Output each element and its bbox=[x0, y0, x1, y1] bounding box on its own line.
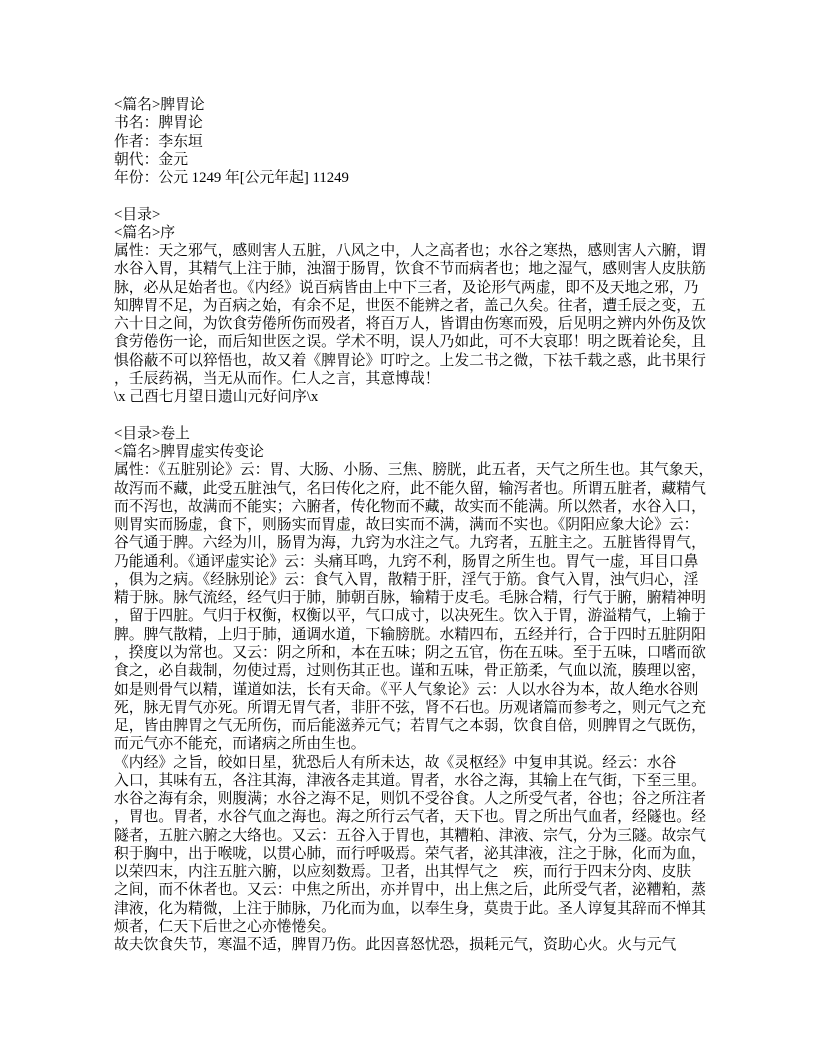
text-line: <目录> bbox=[114, 206, 161, 223]
document-lines bbox=[114, 96, 714, 954]
text-line: 惧俗蔽不可以猝悟也，故又着《脾胃论》叮咛之。上发二书之微，下祛千载之惑，此书果行 bbox=[114, 352, 706, 369]
text-line: 《内经》之旨，皎如日星，犹恐后人有所未达，故《灵枢经》中复申其说。经云：水谷 bbox=[114, 754, 677, 771]
text-line: 朝代：金元 bbox=[114, 151, 188, 168]
text-line: 属性：天之邪气，感则害人五脏，八风之中，人之高者也；水谷之寒热，感则害人六腑，谓 bbox=[114, 243, 706, 260]
text-line: 脾。脾气散精，上归于肺，通调水道，下输膀胱。水精四布，五经并行，合于四时五脏阴阳 bbox=[114, 626, 706, 643]
text-line: <目录>卷上 bbox=[114, 425, 190, 442]
text-line: 足，皆由脾胃之气无所伤，而后能滋养元气；若胃气之本弱，饮食自倍，则脾胃之气既伤， bbox=[114, 718, 706, 735]
text-line: 死，脉无胃气亦死。所谓无胃气者，非肝不弦，肾不石也。历观诸篇而参考之，则元气之充 bbox=[114, 699, 706, 716]
text-line: 则胃实而肠虚，食下，则肠实而胃虚，故曰实而不满，满而不实也。《阴阳应象大论》云： bbox=[114, 517, 699, 534]
blank-line bbox=[114, 187, 714, 205]
text-line: 隧者，五脏六腑之大络也。又云：五谷入于胃也，其糟粕、津液、宗气，分为三隧。故宗气 bbox=[114, 827, 706, 844]
text-line: 烦者，仁天下后世之心亦惓惓矣。 bbox=[114, 918, 336, 935]
text-line: 水谷之海有余，则腹满；水谷之海不足，则饥不受谷食。人之所受气者，谷也；谷之所注者 bbox=[114, 791, 706, 808]
text-line: 乃能通利。《通评虚实论》云：头痛耳鸣，九窍不利，肠胃之所生也。胃气一虚，耳目口鼻 bbox=[114, 553, 699, 570]
text-line: 如是则骨气以精，谨道如法，长有天命。《平人气象论》云：人以水谷为本，故人绝水谷则 bbox=[114, 681, 699, 698]
text-line: 精于脉。脉气流经，经气归于肺，肺朝百脉，输精于皮毛。毛脉合精，行气于腑，腑精神明 bbox=[114, 590, 706, 607]
text-line: 食之，必自裁制，勿使过焉，过则伤其正也。谨和五味，骨正筋柔，气血以流，腠理以密， bbox=[114, 663, 706, 680]
text-line: 作者：李东垣 bbox=[114, 133, 203, 150]
text-line: 津液，化为精微，上注于肺脉，乃化而为血，以奉生身，莫贵于此。圣人谆复其辞而不惮其 bbox=[114, 900, 706, 917]
text-line: ，壬辰药祸，当无从而作。仁人之言，其意博哉！ bbox=[114, 370, 440, 387]
text-line: 故泻而不藏，此受五脏浊气，名曰传化之府，此不能久留，输泻者也。所谓五脏者，藏精气 bbox=[114, 480, 706, 497]
text-line: \x 己酉七月望日遗山元好问序\x bbox=[114, 389, 319, 406]
text-line: ，俱为之病。《经脉别论》云：食气入胃，散精于肝，淫气于筋。食气入胃，浊气归心，淫 bbox=[114, 571, 699, 588]
text-line: 之间，而不休者也。又云：中焦之所出，亦并胃中，出上焦之后，此所受气者，泌糟粕，蒸 bbox=[114, 882, 706, 899]
text-line: 脉，必从足始者也。《内经》说百病皆由上中下三者，及论形气两虚，即不及天地之邪，乃 bbox=[114, 279, 699, 296]
text-line: 入口，其味有五，各注其海，津液各走其道。胃者，水谷之海，其输上在气街，下至三里。 bbox=[114, 772, 706, 789]
text-line: 而不泻也，故满而不能实；六腑者，传化物而不藏，故实而不能满。所以然者，水谷入口， bbox=[114, 498, 706, 515]
text-line: 以荣四末，内注五脏六腑，以应刻数焉。卫者，出其悍气之 疾，而行于四末分肉、皮肤 bbox=[114, 864, 692, 881]
text-line: 属性：《五脏别论》云：胃、大肠、小肠、三焦、膀胱，此五者，天气之所生也。其气象天， bbox=[114, 462, 714, 479]
text-line: ，胃也。胃者，水谷气血之海也。海之所行云气者，天下也。胃之所出气血者，经隧也。经 bbox=[114, 809, 706, 826]
text-line: 积于胸中，出于喉咙，以贯心肺，而行呼吸焉。荣气者，泌其津液，注之于脉，化而为血， bbox=[114, 845, 706, 862]
text-line: <篇名>序 bbox=[114, 224, 176, 241]
text-line: 食劳倦伤一论，而后知世医之误。学术不明，误人乃如此，可不大哀耶！明之既着论矣，且 bbox=[114, 334, 706, 351]
text-line: 而元气亦不能充，而诸病之所由生也。 bbox=[114, 736, 366, 753]
text-line: <篇名>脾胃论 bbox=[114, 97, 205, 113]
text-line: 故夫饮食失节，寒温不适，脾胃乃伤。此因喜怒忧恐，损耗元气，资助心火。火与元气 bbox=[114, 937, 677, 954]
text-line: 谷气通于脾。六经为川，肠胃为海，九窍为水注之气。九窍者，五脏主之。五脏皆得胃气， bbox=[114, 535, 706, 552]
blank-line bbox=[114, 407, 714, 425]
text-line: 年份：公元 1249 年[公元年起] 11249 bbox=[114, 170, 349, 187]
text-line: 知脾胃不足，为百病之始，有余不足，世医不能辨之者，盖己久矣。往者，遭壬辰之变，五 bbox=[114, 297, 706, 314]
text-line: ，留于四脏。气归于权衡，权衡以平，气口成寸，以决死生。饮入于胃，游溢精气，上输于 bbox=[114, 608, 706, 625]
text-line: 六十日之间，为饮食劳倦所伤而殁者，将百万人，皆谓由伤寒而殁，后见明之辨内外伤及饮 bbox=[114, 316, 706, 333]
text-line: ，揆度以为常也。又云：阴之所和，本在五味；阴之五官，伤在五味。至于五味，口嗜而欲 bbox=[114, 644, 706, 661]
text-line: <篇名>脾胃虚实传变论 bbox=[114, 444, 264, 461]
text-line: 水谷入胃，其精气上注于肺，浊溜于肠胃，饮食不节而病者也；地之湿气，感则害人皮肤筋 bbox=[114, 261, 706, 278]
text-line: 书名：脾胃论 bbox=[114, 115, 203, 132]
